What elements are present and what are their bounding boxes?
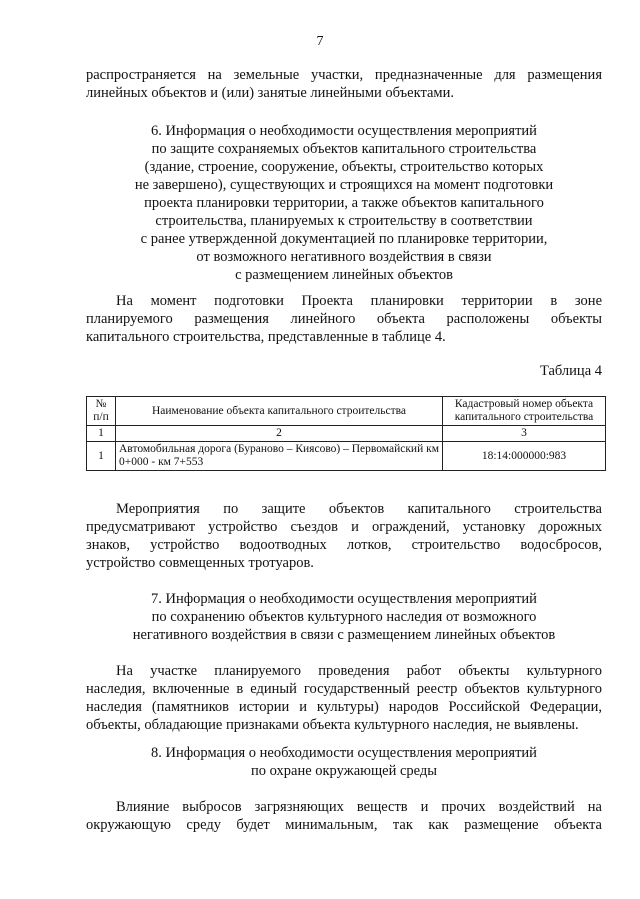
text-line: распространяется на земельные участки, предназначенные для размещения (86, 67, 602, 83)
text-line: окружающую среду будет минимальным, так как размещение объекта (86, 817, 602, 833)
text-line: капитального строительства, представленные в таблице 4. (86, 329, 446, 345)
heading-line: по защите сохраняемых объектов капитального строительства (151, 141, 537, 157)
heading-line: 6. Информация о необходимости осуществления мероприятий (151, 123, 537, 139)
header-name: Наименование объекта капитального строительства (116, 397, 443, 426)
colnum-cell: 2 (116, 426, 443, 442)
text-line: наследия, включенные в единый государственный реестр объектов культурного (86, 681, 602, 697)
heading-line: не завершено), существующих и строящихся на момент подготовки (134, 177, 554, 193)
heading-line: от возможного негативного воздействия в связи (196, 249, 492, 265)
text-line: линейных объектов и (или) занятые линейными объектами. (86, 85, 454, 101)
text-line: Влияние выбросов загрязняющих веществ и прочих воздействий на (116, 799, 602, 815)
text-line: планируемого размещения линейного объекта расположены объекты (86, 311, 602, 327)
text-line: объекты, обладающие признаками объекта культурного наследия, не выявлены. (86, 717, 579, 733)
heading-line: (здание, строение, сооружение, объекты, строительство которых (144, 159, 544, 175)
table-colnum-row (87, 426, 606, 442)
table-header-row (87, 397, 606, 426)
header-num: № п/п (87, 397, 116, 426)
text-line: наследия (памятников истории и культуры) народов Российской Федерации, (86, 699, 602, 715)
text-line: На участке планируемого проведения работ объекты культурного (116, 663, 602, 679)
section-7-paragraph (86, 662, 602, 734)
heading-line: строительства, планируемых к строительству в соответствии (155, 213, 533, 229)
text-line: На момент подготовки Проекта планировки территории в зоне (116, 293, 602, 309)
heading-line: с ранее утвержденной документацией по планировке территории, (140, 231, 548, 247)
section-6-heading (86, 122, 602, 284)
text-line: предусматривают устройство съездов и ограждений, установку дорожных (86, 519, 602, 535)
heading-line: по сохранению объектов культурного наследия от возможного (151, 609, 537, 625)
table-caption: Таблица 4 (539, 363, 602, 379)
heading-line: проекта планировки территории, а также объектов капитального (144, 195, 544, 211)
table-row (87, 442, 606, 471)
heading-line: с размещением линейных объектов (235, 267, 453, 283)
section-7-heading (86, 590, 602, 644)
text-line: Мероприятия по защите объектов капитального строительства (116, 501, 602, 517)
heading-line: 8. Информация о необходимости осуществления мероприятий (151, 745, 537, 761)
text-line: устройство совмещенных тротуаров. (86, 555, 314, 571)
section-6-paragraph (86, 292, 602, 346)
row-name: Автомобильная дорога (Бураново – Киясово) – Первомайский км 0+000 - км 7+553 (116, 442, 443, 471)
objects-table (86, 396, 606, 471)
text-line: знаков, устройство водоотводных лотков, строительство водосбросов, (86, 537, 602, 553)
colnum-cell: 3 (443, 426, 606, 442)
row-num: 1 (87, 442, 116, 471)
heading-line: негативного воздействия в связи с размещением линейных объектов (132, 627, 556, 643)
page-number: 7 (316, 34, 324, 49)
header-cadastral: Кадастровый номер объекта капитального строительства (443, 397, 606, 426)
section-8-paragraph (86, 798, 602, 834)
section-8-heading (86, 744, 602, 780)
row-cadastral: 18:14:000000:983 (443, 442, 606, 471)
intro-paragraph (86, 66, 602, 102)
measures-paragraph (86, 500, 602, 572)
colnum-cell: 1 (87, 426, 116, 442)
heading-line: 7. Информация о необходимости осуществления мероприятий (151, 591, 537, 607)
heading-line: по охране окружающей среды (250, 763, 437, 779)
